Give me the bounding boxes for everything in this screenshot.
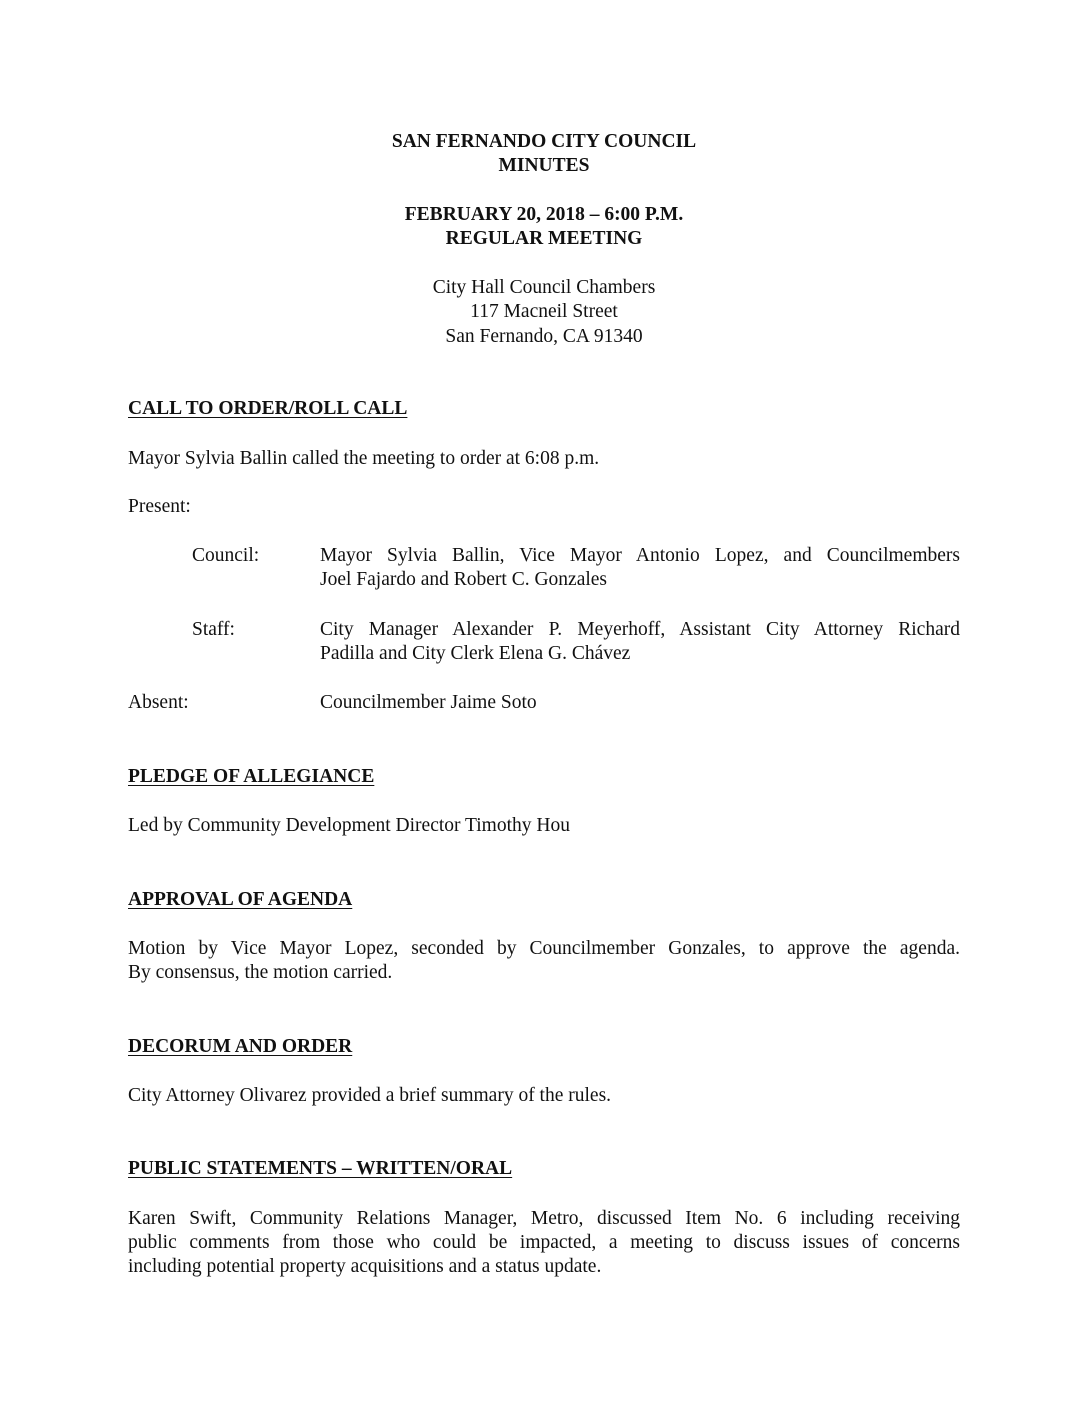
pledge-text: Led by Community Development Director Timothy Hou <box>128 815 570 836</box>
call-to-order-text: Mayor Sylvia Ballin called the meeting to order at 6:08 p.m. <box>128 448 600 469</box>
location-line-3: San Fernando, CA 91340 <box>445 326 643 347</box>
council-label: Council: <box>192 545 260 566</box>
public-statements-line-1: Karen Swift, Community Relations Manager, Metro, discussed Item No. 6 including receiving <box>128 1208 960 1229</box>
staff-members-line-1: City Manager Alexander P. Meyerhoff, Assistant City Attorney Richard <box>320 619 960 640</box>
section-heading-public-statements: PUBLIC STATEMENTS – WRITTEN/ORAL <box>128 1158 513 1179</box>
section-heading-agenda: APPROVAL OF AGENDA <box>128 889 353 910</box>
decorum-text: City Attorney Olivarez provided a brief summary of the rules. <box>128 1085 612 1106</box>
absent-label: Absent: <box>128 692 189 713</box>
staff-members-line-2: Padilla and City Clerk Elena G. Chávez <box>320 643 631 664</box>
staff-label: Staff: <box>192 619 235 640</box>
location-line-1: City Hall Council Chambers <box>432 277 656 298</box>
section-heading-pledge: PLEDGE OF ALLEGIANCE <box>128 766 375 787</box>
council-members-line-1: Mayor Sylvia Ballin, Vice Mayor Antonio Lopez, and Councilmembers <box>320 545 960 566</box>
meeting-date-time: FEBRUARY 20, 2018 – 6:00 P.M. <box>404 204 684 225</box>
doc-type: MINUTES <box>498 155 590 176</box>
absent-value: Councilmember Jaime Soto <box>320 692 537 713</box>
council-members-line-2: Joel Fajardo and Robert C. Gonzales <box>320 569 608 590</box>
agenda-text-line-1: Motion by Vice Mayor Lopez, seconded by Councilmember Gonzales, to approve the agenda. <box>128 938 960 959</box>
section-heading-roll-call: CALL TO ORDER/ROLL CALL <box>128 398 408 419</box>
public-statements-line-3: including potential property acquisitions and a status update. <box>128 1256 602 1277</box>
present-label: Present: <box>128 496 191 517</box>
agenda-text-line-2: By consensus, the motion carried. <box>128 962 393 983</box>
public-statements-line-2: public comments from those who could be impacted, a meeting to discuss issues of concerns <box>128 1232 960 1253</box>
location-line-2: 117 Macneil Street <box>470 301 618 322</box>
meeting-type: REGULAR MEETING <box>445 228 643 249</box>
org-title: SAN FERNANDO CITY COUNCIL <box>391 131 697 152</box>
section-heading-decorum: DECORUM AND ORDER <box>128 1036 353 1057</box>
